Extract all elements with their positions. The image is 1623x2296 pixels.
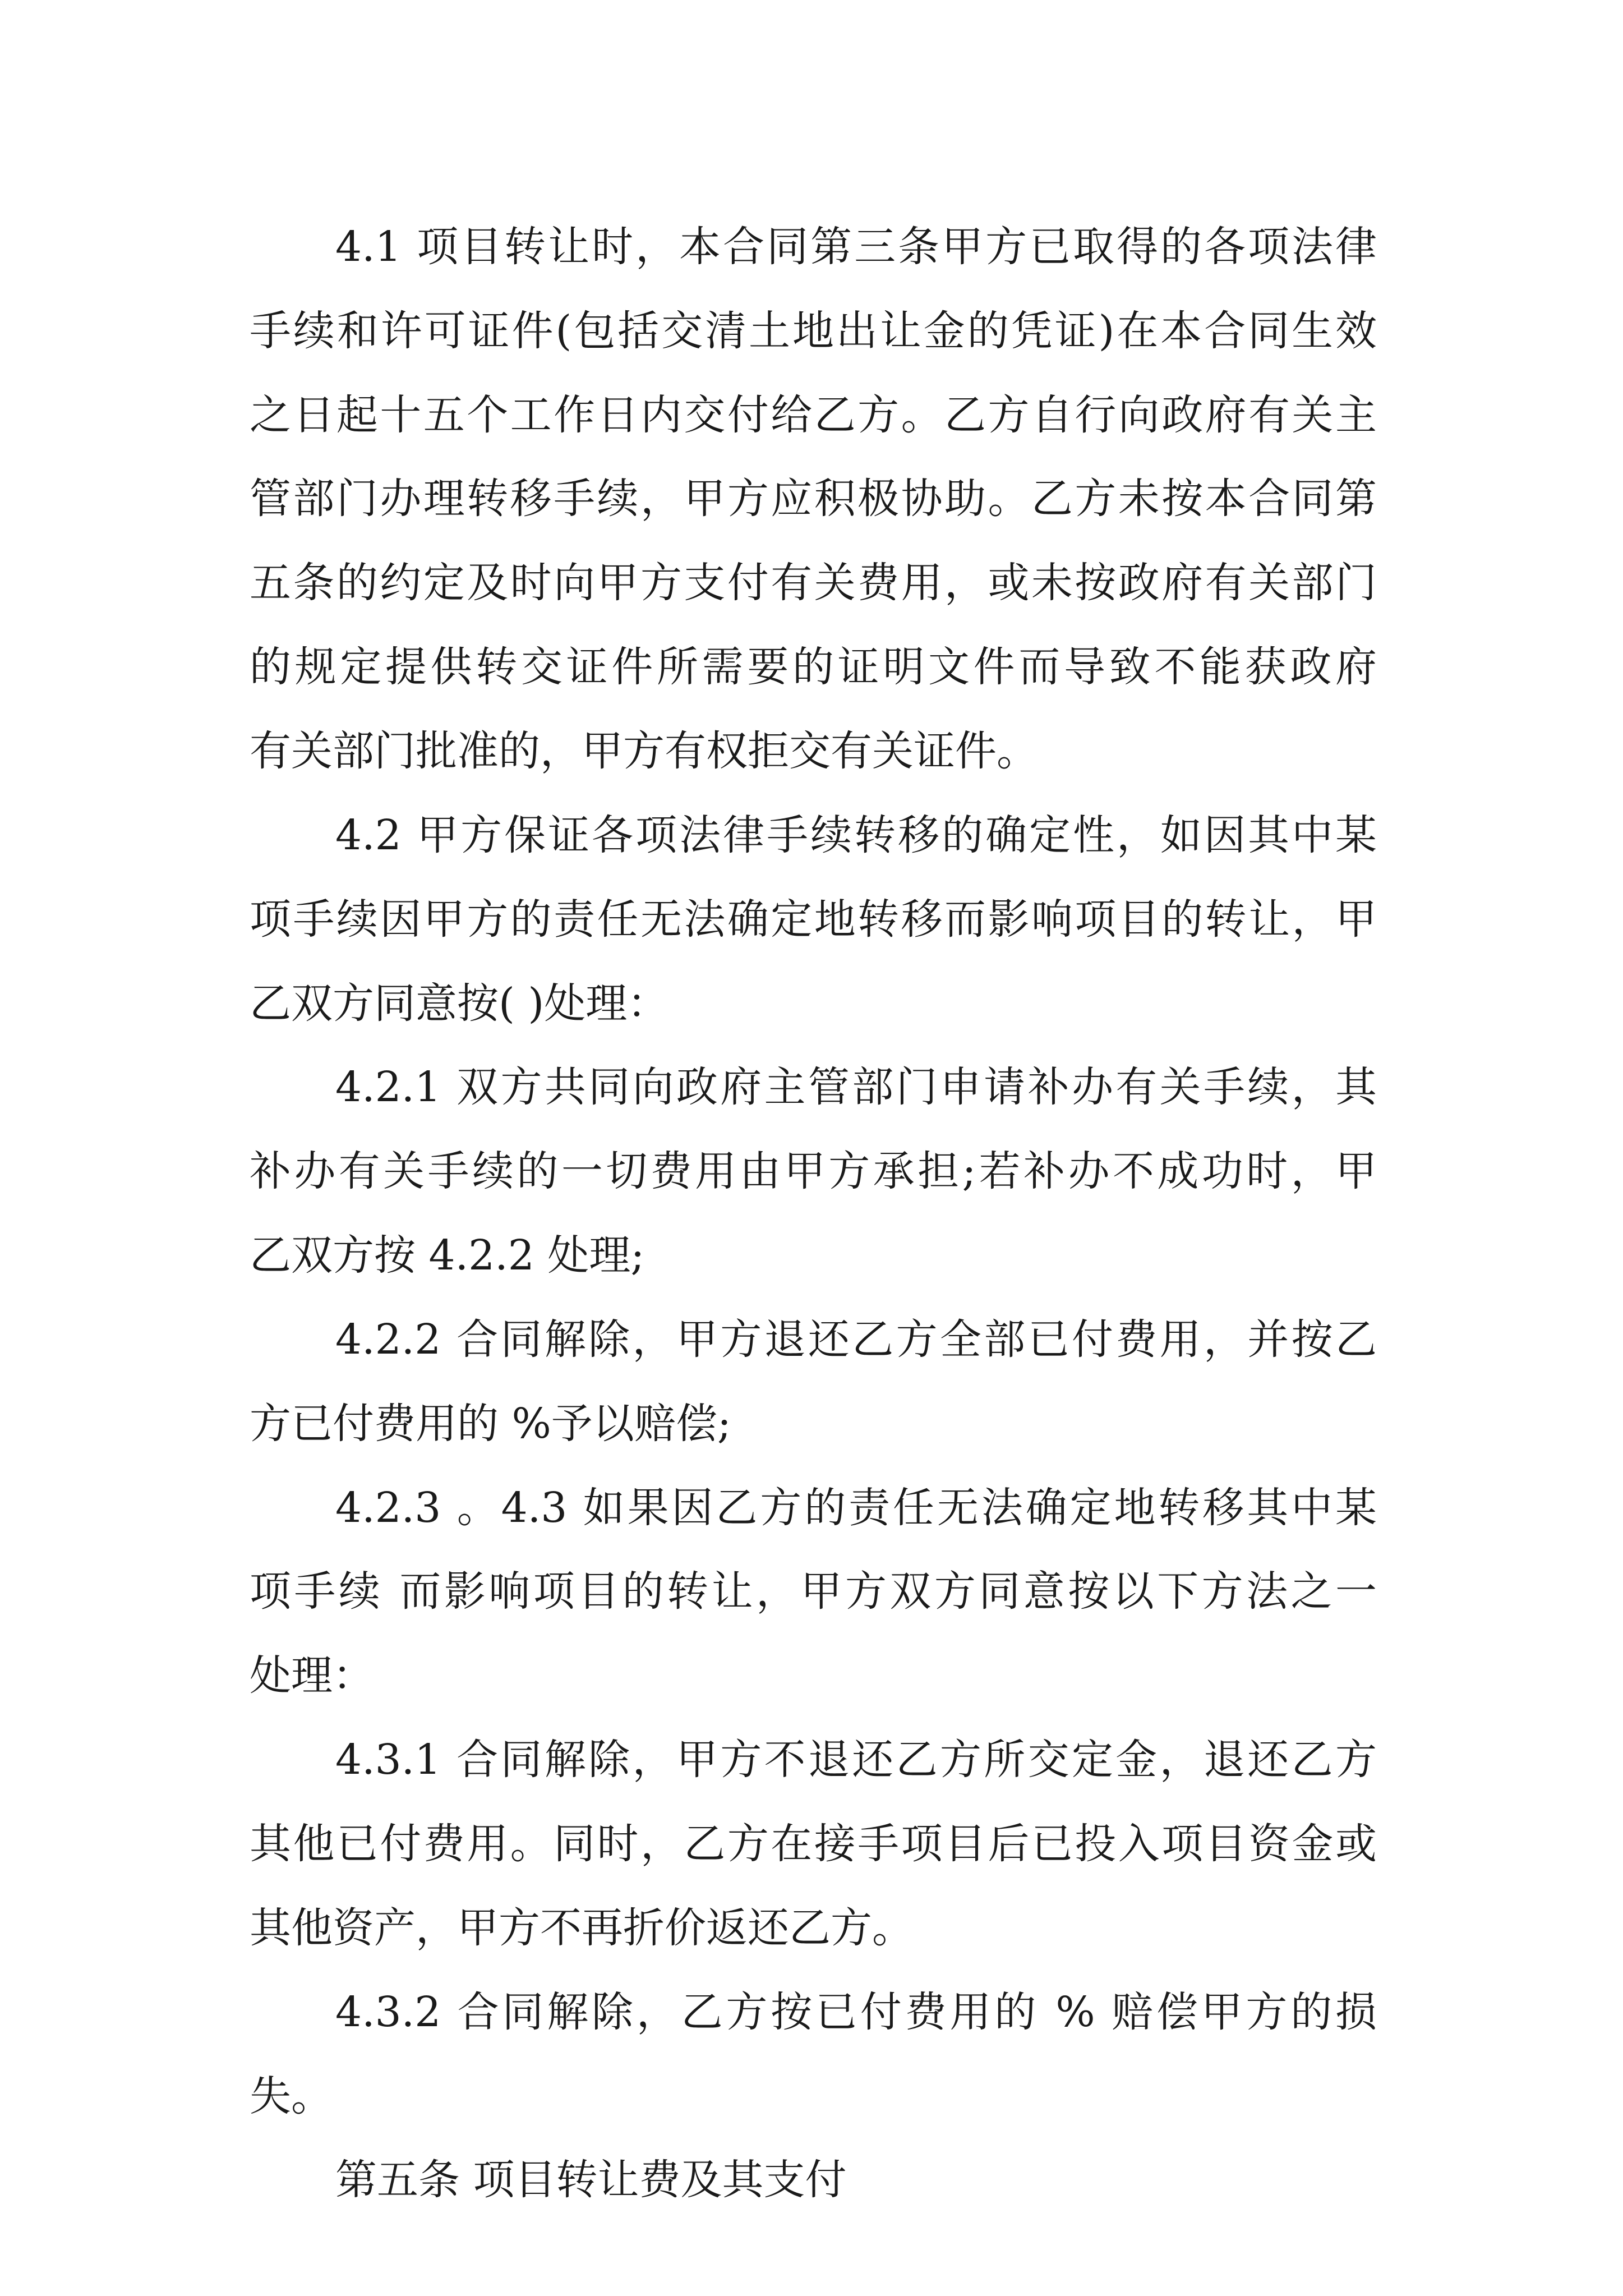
text-line: 项手续 而影响项目的转让，甲方双方同意按以下方法之一 xyxy=(250,1567,1377,1616)
text-line: 4.3.2 合同解除，乙方按已付费用的 % 赔偿甲方的损 xyxy=(335,1988,1377,2036)
text-line: 乙双方按 4.2.2 处理; xyxy=(250,1231,645,1280)
text-line: 的规定提供转交证件所需要的证明文件而导致不能获政府 xyxy=(250,643,1377,691)
text-line: 乙双方同意按( )处理： xyxy=(250,979,669,1028)
text-line: 4.1 项目转让时，本合同第三条甲方已取得的各项法律 xyxy=(335,223,1377,271)
text-line: 4.3.1 合同解除，甲方不退还乙方所交定金，退还乙方 xyxy=(335,1736,1377,1784)
text-line: 项手续因甲方的责任无法确定地转移而影响项目的转让，甲 xyxy=(250,895,1377,944)
text-line: 4.2.3 。4.3 如果因乙方的责任无法确定地转移其中某 xyxy=(335,1484,1377,1532)
text-line: 五条的约定及时向甲方支付有关费用，或未按政府有关部门 xyxy=(250,559,1377,607)
text-line: 之日起十五个工作日内交付给乙方。乙方自行向政府有关主 xyxy=(250,391,1377,439)
text-line: 4.2.2 合同解除，甲方退还乙方全部已付费用，并按乙 xyxy=(335,1315,1377,1364)
text-line: 失。 xyxy=(250,2072,333,2120)
text-line: 有关部门批准的，甲方有权拒交有关证件。 xyxy=(250,727,1038,775)
text-line: 处理： xyxy=(250,1651,374,1700)
text-line: 手续和许可证件(包括交清土地出让金的凭证)在本合同生效 xyxy=(250,307,1377,355)
text-line: 其他资产，甲方不再折价返还乙方。 xyxy=(250,1904,914,1952)
text-line: 补办有关手续的一切费用由甲方承担;若补办不成功时，甲 xyxy=(250,1147,1377,1195)
text-line: 其他已付费用。同时，乙方在接手项目后已投入项目资金或 xyxy=(250,1820,1377,1868)
text-line: 管部门办理转移手续，甲方应积极协助。乙方未按本合同第 xyxy=(250,475,1377,523)
text-line: 4.2.1 双方共同向政府主管部门申请补办有关手续，其 xyxy=(335,1063,1377,1111)
text-line: 方已付费用的 %予以赔偿; xyxy=(250,1400,731,1448)
section-heading: 第五条 项目转让费及其支付 xyxy=(335,2156,847,2204)
text-line: 4.2 甲方保证各项法律手续转移的确定性，如因其中某 xyxy=(335,811,1377,859)
